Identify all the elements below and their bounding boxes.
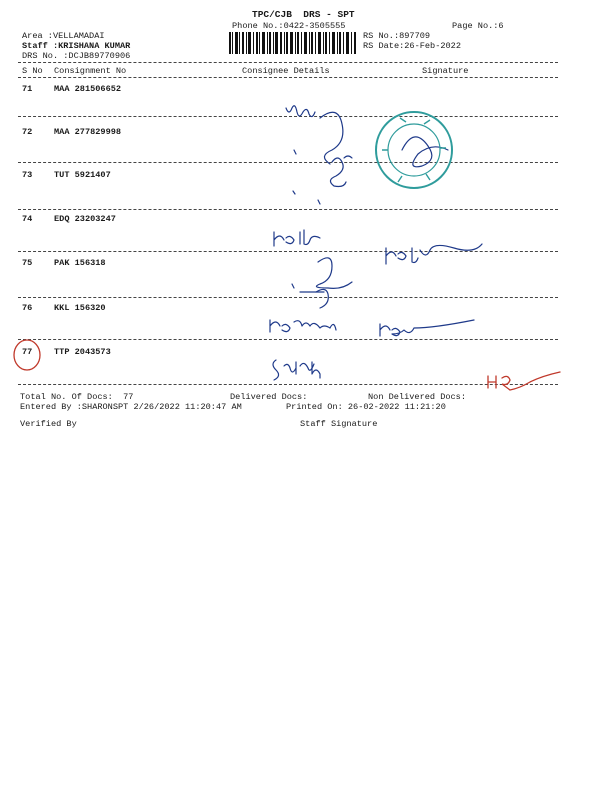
- divider: [18, 62, 558, 63]
- row-sno: 75: [22, 258, 33, 268]
- handwritten-signature: [380, 320, 474, 336]
- entered-by: Entered By :SHARONSPT 2/26/2022 11:20:47 AM: [20, 402, 242, 412]
- handwritten-signature: [286, 106, 315, 117]
- handwritten-signature: [320, 112, 343, 164]
- company-stamp: [376, 112, 452, 188]
- handwritten-signature: [273, 360, 320, 380]
- col-header-consignment: Consignment No: [54, 66, 127, 76]
- handwritten-signature: [294, 150, 296, 154]
- col-header-consignee: Consignee Details: [242, 66, 330, 76]
- verified-by: Verified By: [20, 419, 77, 429]
- barcode: [229, 32, 357, 54]
- row-divider: [18, 251, 558, 252]
- drs-number: DRS No. :DCJB89770906: [22, 51, 131, 61]
- handwritten-signature: [344, 156, 352, 158]
- staff-signature-label: Staff Signature: [300, 419, 378, 429]
- row-divider: [18, 297, 558, 298]
- row-sno: 71: [22, 84, 33, 94]
- handwritten-signature: [274, 230, 320, 246]
- row-divider: [18, 384, 558, 385]
- row-sno: 73: [22, 170, 33, 180]
- rs-date: RS Date:26-Feb-2022: [363, 41, 461, 51]
- red-initials: [488, 372, 560, 390]
- handwritten-signature: [316, 258, 352, 289]
- area-label: Area :VELLAMADAI: [22, 31, 105, 41]
- handwritten-signature: [316, 289, 328, 308]
- total-docs: Total No. Of Docs: 77: [20, 392, 134, 402]
- row-divider: [18, 339, 558, 340]
- row-divider: [18, 209, 558, 210]
- row-divider: [18, 162, 558, 163]
- delivered-docs: Delivered Docs:: [230, 392, 308, 402]
- handwritten-signature: [270, 320, 336, 332]
- divider: [18, 77, 558, 78]
- row-sno: 77: [22, 347, 33, 357]
- handwritten-signature: [292, 284, 294, 288]
- non-delivered-docs: Non Delivered Docs:: [368, 392, 466, 402]
- row-sno: 72: [22, 127, 33, 137]
- row-consignment: KKL 156320: [54, 303, 106, 313]
- row-consignment: TTP 2043573: [54, 347, 111, 357]
- row-consignment: MAA 277829998: [54, 127, 122, 137]
- col-header-signature: Signature: [422, 66, 469, 76]
- row-consignment: TUT 5921407: [54, 170, 111, 180]
- printed-on: Printed On: 26-02-2022 11:21:20: [286, 402, 446, 412]
- col-header-sno: S No: [22, 66, 43, 76]
- handwritten-signature: [386, 244, 482, 264]
- staff-label: Staff :KRISHANA KUMAR: [22, 41, 131, 51]
- handwritten-signature: [293, 191, 295, 194]
- row-consignment: EDQ 23203247: [54, 214, 116, 224]
- page-number: Page No.:6: [452, 21, 504, 31]
- row-sno: 76: [22, 303, 33, 313]
- document-title: TPC/CJB DRS - SPT: [252, 9, 355, 20]
- phone-number: Phone No.:0422-3505555: [232, 21, 346, 31]
- row-consignment: MAA 281506652: [54, 84, 122, 94]
- row-divider: [18, 116, 558, 117]
- row-consignment: PAK 156318: [54, 258, 106, 268]
- row-sno: 74: [22, 214, 33, 224]
- rs-number: RS No.:897709: [363, 31, 431, 41]
- handwritten-signature: [318, 200, 320, 204]
